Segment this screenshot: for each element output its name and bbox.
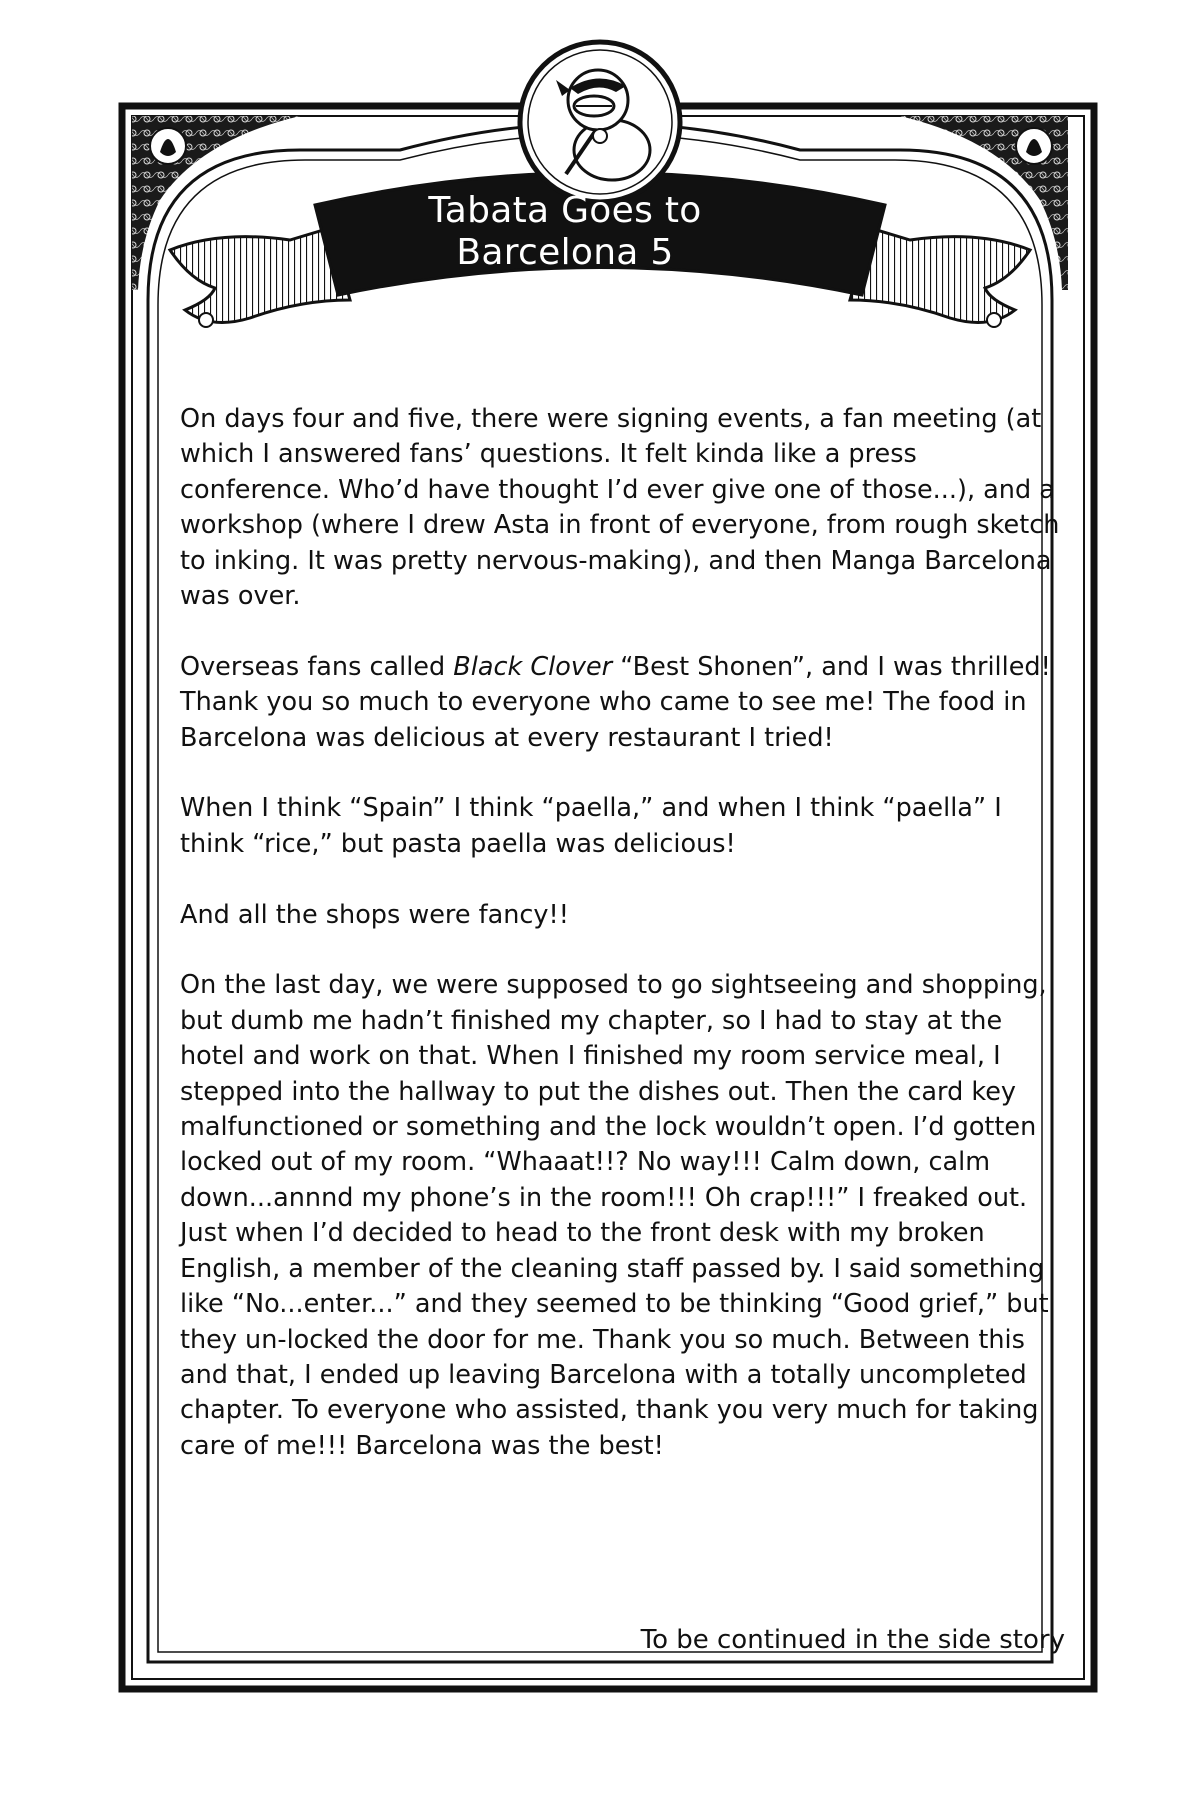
banner-title-line-2: Barcelona 5 [456, 232, 674, 273]
paragraph-best-shonen-rest: “Best Shonen”, and I was thrilled! Thank you so much to everyone who came to see me! The food in Barcelona was delicious at every restaurant I tried! [180, 651, 1051, 753]
paragraph-paella: When I think “Spain” I think “paella,” and when I think “paella” I think “rice,” but pasta paella was delicious! [180, 793, 1002, 859]
banner-title-line-1: Tabata Goes to [428, 190, 702, 231]
paragraph-signing-events: On days four and five, there were signing events, a fan meeting (at which I answered fans’ questions. It felt kinda like a press conference. Who’d have thought I’d ever give one of those...), and a workshop (where I drew Asta in front of everyone, from rough sketch to inking. It was pretty nervous-making), and then Manga Barcelona was over. [180, 404, 1060, 612]
continued-note: To be continued in the side story [640, 1625, 1065, 1655]
paragraph-best-shonen [180, 650, 1065, 756]
banner-title [395, 190, 735, 274]
series-title: Black Clover [453, 651, 613, 682]
paragraph-locked-out: On the last day, we were supposed to go sightseeing and shopping, but dumb me hadn’t finished my chapter, so I had to stay at the hotel and work on that. When I finished my room service meal, I stepped into the hallway to put the dishes out. Then the card key malfunctioned or something and the lock wouldn’t open. I’d gotten locked out of my room. “Whaaat!!? No way!!! Calm down, calm down...annnd my phone’s in the room!!! Oh crap!!!” I freaked out. Just when I’d decided to head to the front desk with my broken English, a member of the cleaning staff passed by. I said something like “No...enter...” and they seemed to be thinking “Good grief,” but they un-locked the door for me. Thank you so much. Between this and that, I ended up leaving Barcelona with a totally uncompleted chapter. To everyone who assisted, thank you very much for taking care of me!!! Barcelona was the best! [180, 970, 1049, 1461]
duck-mascot-icon [520, 42, 680, 202]
column-text [180, 402, 1065, 1464]
paragraph-best-shonen-start: Overseas fans called [180, 651, 454, 682]
paragraph-shops: And all the shops were fancy!! [180, 899, 569, 930]
